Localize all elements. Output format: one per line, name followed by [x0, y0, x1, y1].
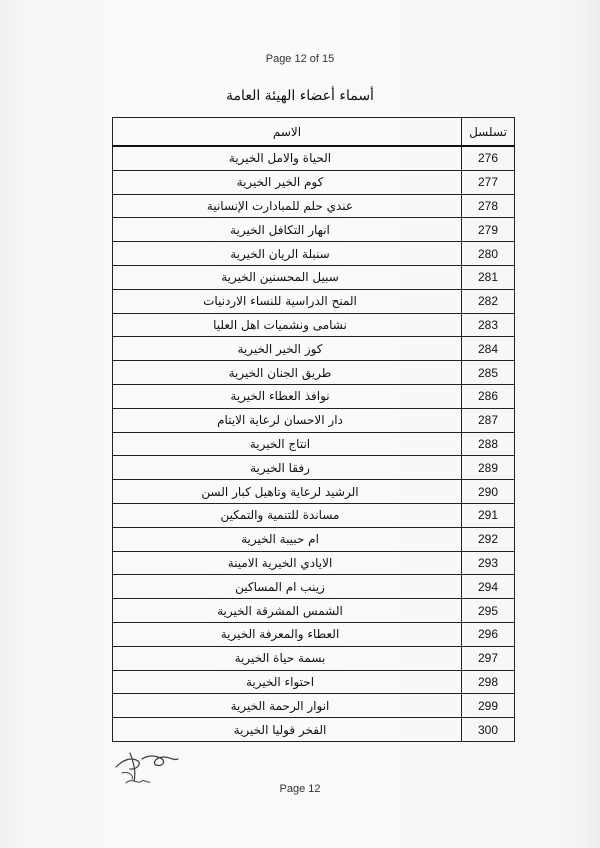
- organization-name: نشامى ونشميات اهل العليا: [213, 317, 347, 332]
- serial-number: 289: [462, 456, 515, 480]
- organization-name-cell: [113, 242, 462, 266]
- table-row: [113, 361, 515, 385]
- organization-name: مساندة للتنمية والتمكين: [220, 508, 340, 523]
- table-row: [113, 503, 515, 527]
- table-row: [113, 313, 515, 337]
- serial-number: 278: [462, 194, 515, 218]
- serial-number: 290: [462, 480, 515, 504]
- organization-name: نوافذ العطاء الخيرية: [230, 389, 330, 404]
- serial-number: 296: [462, 622, 515, 646]
- column-header-serial: تسلسل: [462, 118, 515, 147]
- serial-number: 287: [462, 408, 515, 432]
- organization-name: بسمة حياة الخيرية: [234, 651, 326, 666]
- page-footer: Page 12: [279, 783, 321, 795]
- organization-name-cell: [113, 718, 462, 742]
- organization-name: كوم الخير الخيرية: [236, 175, 324, 190]
- serial-number: 288: [462, 432, 515, 456]
- organization-name: سنبلة الريان الخيرية: [230, 246, 330, 261]
- organization-name: ام حبيبة الخيرية: [241, 532, 319, 547]
- organization-name-cell: [113, 646, 462, 670]
- table-row: [113, 289, 515, 313]
- table-row: [113, 146, 515, 170]
- serial-number: 297: [462, 646, 515, 670]
- serial-number: 299: [462, 694, 515, 718]
- organization-name: الفخر قوليا الخيرية: [233, 722, 327, 737]
- table-body: [113, 146, 515, 741]
- serial-number: 300: [462, 718, 515, 742]
- organization-name: المنح الدراسية للنساء الاردنيات: [203, 294, 357, 309]
- organization-name-cell: [113, 432, 462, 456]
- table-row: [113, 622, 515, 646]
- table-row: [113, 337, 515, 361]
- serial-number: 279: [462, 218, 515, 242]
- serial-number: 280: [462, 242, 515, 266]
- organization-name: انوار الرحمة الخيرية: [230, 698, 330, 713]
- table-row: [113, 527, 515, 551]
- organization-name: الرشيد لرعاية وتاهيل كبار السن: [201, 484, 359, 499]
- organization-name-cell: [113, 289, 462, 313]
- organization-name: طريق الجنان الخيرية: [228, 365, 332, 380]
- organization-name-cell: [113, 622, 462, 646]
- organization-name-cell: [113, 694, 462, 718]
- serial-number: 291: [462, 503, 515, 527]
- organization-name-cell: [113, 575, 462, 599]
- document-title: أسماء أعضاء الهيئة العامة: [226, 88, 374, 104]
- organization-name-cell: [113, 456, 462, 480]
- table-row: [113, 670, 515, 694]
- organization-name: الايادي الخيرية الامينة: [227, 555, 333, 570]
- table-row: [113, 265, 515, 289]
- page-header: Page 12 of 15: [265, 53, 335, 65]
- table-header-row: [113, 118, 515, 147]
- serial-number: 298: [462, 670, 515, 694]
- serial-number: 294: [462, 575, 515, 599]
- organization-name: العطاء والمعرفة الخيرية: [220, 627, 340, 642]
- organization-name: رفقا الخيرية: [250, 460, 310, 475]
- table-row: [113, 456, 515, 480]
- organization-name: انهار التكافل الخيرية: [230, 222, 330, 237]
- table-row: [113, 432, 515, 456]
- organization-name-cell: [113, 337, 462, 361]
- organization-name-cell: [113, 361, 462, 385]
- organization-name: الحياة والامل الخيرية: [228, 151, 332, 166]
- organization-name-cell: [113, 551, 462, 575]
- column-header-name: الاسم: [113, 118, 462, 147]
- organization-name-cell: [113, 527, 462, 551]
- organization-name: انتاج الخيرية: [249, 436, 311, 451]
- table-row: [113, 218, 515, 242]
- table-row: [113, 480, 515, 504]
- organization-name: زينب ام المساكين: [235, 579, 325, 594]
- organization-name: عندي حلم للمبادارت الإنسانية: [206, 198, 354, 213]
- organization-name-cell: [113, 599, 462, 623]
- organization-name-cell: [113, 194, 462, 218]
- table-row: [113, 194, 515, 218]
- serial-number: 285: [462, 361, 515, 385]
- table-row: [113, 551, 515, 575]
- serial-number: 295: [462, 599, 515, 623]
- organization-name-cell: [113, 313, 462, 337]
- organization-name: الشمس المشرقة الخيرية: [217, 603, 343, 618]
- organization-name-cell: [113, 265, 462, 289]
- serial-number: 293: [462, 551, 515, 575]
- organization-name: سبيل المحسنين الخيرية: [221, 270, 339, 285]
- organization-name-cell: [113, 480, 462, 504]
- table-row: [113, 694, 515, 718]
- serial-number: 283: [462, 313, 515, 337]
- organization-name-cell: [113, 146, 462, 170]
- table-row: [113, 718, 515, 742]
- organization-name-cell: [113, 670, 462, 694]
- serial-number: 292: [462, 527, 515, 551]
- organization-name-cell: [113, 218, 462, 242]
- serial-number: 286: [462, 384, 515, 408]
- serial-number: 284: [462, 337, 515, 361]
- table-row: [113, 408, 515, 432]
- organization-name-cell: [113, 503, 462, 527]
- organization-name-cell: [113, 384, 462, 408]
- organization-name-cell: [113, 408, 462, 432]
- members-table: [112, 117, 515, 742]
- table-row: [113, 575, 515, 599]
- organization-name: احتواء الخيرية: [245, 674, 315, 689]
- table-row: [113, 170, 515, 194]
- table-row: [113, 242, 515, 266]
- serial-number: 281: [462, 265, 515, 289]
- organization-name: كوز الخير الخيرية: [237, 341, 323, 356]
- organization-name-cell: [113, 170, 462, 194]
- serial-number: 282: [462, 289, 515, 313]
- serial-number: 276: [462, 146, 515, 170]
- serial-number: 277: [462, 170, 515, 194]
- organization-name: دار الاحسان لرعاية الايتام: [217, 413, 343, 428]
- table-row: [113, 384, 515, 408]
- table-row: [113, 599, 515, 623]
- table-row: [113, 646, 515, 670]
